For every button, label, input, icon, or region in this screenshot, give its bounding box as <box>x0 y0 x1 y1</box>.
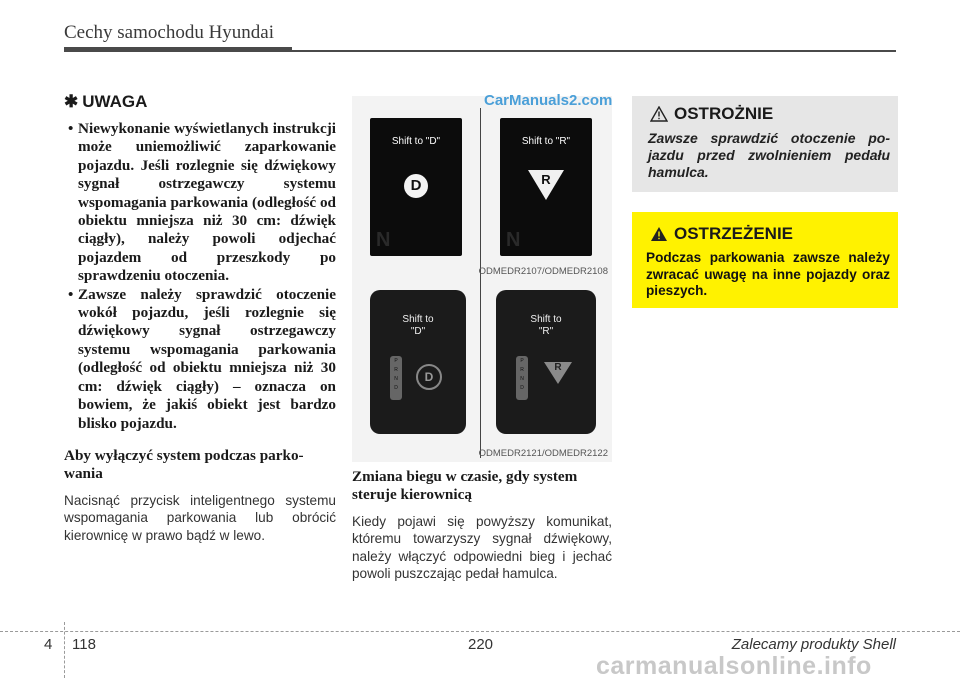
gear-d-icon: D <box>404 174 428 198</box>
gear-r-label: R <box>541 172 551 187</box>
figure-panel <box>352 92 613 462</box>
ghost-n-icon: N <box>506 229 521 251</box>
screen-shift-d-message: Shift to "D" <box>391 136 441 147</box>
footer-divider <box>64 622 65 678</box>
screen-shift-r-message: Shift to "R" <box>521 136 571 147</box>
gear-change-text: Kiedy pojawi się powyższy komunikat, któremu towarzyszy sygnał dźwiękowy, należy włączyć odpowiedni bieg i jechać powoli puszczając pedał hamulca. <box>352 513 612 582</box>
cluster-shift-r-message: Shift to "R" <box>530 314 562 337</box>
screen-shift-d <box>370 118 462 256</box>
notice-item-text: Niewykonanie wyświetlanych instrukcji może uniemożliwić zaparkowanie pojazdu. Jeśli rozlegnie się dźwiękowy sygnał ostrzegawczy systemu wspomagania parkowania (odległość od obiektu mniejsza niż 30 cm: dźwięk ciągły), należy powoli odjechać pojazdem od przeszkody po sprawdzeniu otoczenia. <box>78 120 336 285</box>
header-rule-thick <box>64 47 292 52</box>
figure-code-bottom: ODMEDR2121/ODMEDR2122 <box>478 448 608 459</box>
gear-change-section <box>352 468 612 582</box>
notice-item-text: Zawsze należy sprawdzić otoczenie wokół pojazdu, jeśli rozlegnie się dźwiękowy sygnał ostrzegawczy systemu wspomagania parkowania (odległość od obiektu mniejsza niż 30 cm: dźwięk ciągły) – oznacza on bowiem, że jakiś obiekt jest bardzo blisko pojazdu. <box>78 285 336 432</box>
caution-title: OSTROŻNIE <box>674 104 774 123</box>
disable-text: Nacisnąć przycisk inteligentnego systemu wspomagania parkowania lub obrócić kierownicę w prawo bądź w lewo. <box>64 492 336 543</box>
header-rule-thin <box>292 50 896 52</box>
caution-box <box>632 96 898 192</box>
cluster-shift-r <box>496 290 596 434</box>
gear-r-label: R <box>554 362 562 373</box>
ghost-n-icon: N <box>376 229 391 251</box>
caution-triangle-icon <box>650 106 668 122</box>
warning-box <box>632 212 898 308</box>
footer-page-number: 118 <box>72 636 96 653</box>
gear-selector-icon: P R N D <box>390 356 402 400</box>
figure-divider <box>480 108 481 458</box>
figure-code-top: ODMEDR2107/ODMEDR2108 <box>478 266 608 277</box>
caution-text: Zawsze sprawdzić otoczenie pojazdu przed zwolnieniem pedału hamulca. <box>648 130 890 180</box>
warning-heading <box>650 224 793 244</box>
footer-rule <box>0 631 960 632</box>
footer-watermark: carmanualsonline.info <box>596 652 872 680</box>
notice-item <box>64 286 336 433</box>
warning-title: OSTRZEŻENIE <box>674 224 794 243</box>
footer-shell-text: Zalecamy produkty Shell <box>731 636 896 653</box>
bullet-icon: • <box>68 120 74 137</box>
page-header-title: Cechy samochodu Hyundai <box>64 22 275 43</box>
disable-heading: Aby wyłączyć system podczas parkowania <box>64 446 304 483</box>
notice-star-icon: ✱ <box>64 92 79 111</box>
warning-text: Podczas parkowania zawsze należy zwracać uwagę na inne pojazdy oraz pieszych. <box>646 250 890 298</box>
screen-shift-r <box>500 118 592 256</box>
cluster-shift-d <box>370 290 466 434</box>
gear-selector-icon: P R N D <box>516 356 528 400</box>
footer-center-page: 220 <box>468 636 494 653</box>
warning-triangle-icon <box>650 226 668 242</box>
gear-d-ring-icon: D <box>416 364 442 390</box>
notice-item <box>64 120 336 286</box>
notice-heading <box>64 92 336 112</box>
gear-change-heading: Zmiana biegu w czasie, gdy system steruje kierownicą <box>352 468 578 504</box>
notice-title: UWAGA <box>82 92 148 111</box>
bullet-icon: • <box>68 285 74 303</box>
footer-chapter: 4 <box>44 636 53 653</box>
caution-heading <box>650 104 773 124</box>
cluster-shift-d-message: Shift to "D" <box>402 314 434 337</box>
notice-column <box>64 92 336 544</box>
notice-list <box>64 120 336 433</box>
figure-watermark: CarManuals2.com <box>484 92 613 109</box>
